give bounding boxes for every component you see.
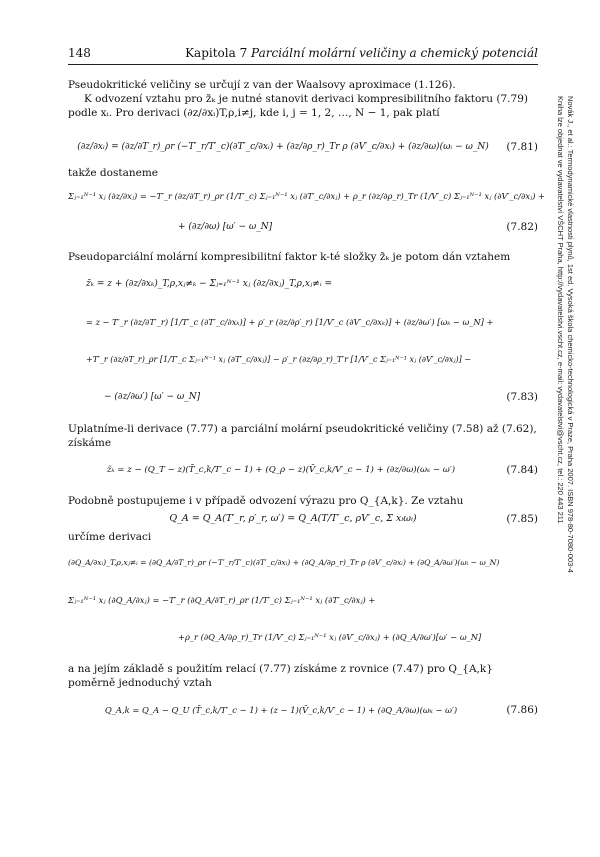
- paragraph-3: takže dostaneme: [68, 167, 158, 179]
- paragraph-1: Pseudokritické veličiny se určují z van der Waalsovy aproximace (1.126).: [68, 79, 456, 91]
- page-number: 148: [68, 46, 91, 60]
- equation-line-2: Σⱼ₌₁ᴺ⁻¹ xⱼ (∂Q_A/∂xⱼ) = −T′_r (∂Q_A/∂T_r)_ρr (1/T′_c) Σⱼ₌₁ᴺ⁻¹ xⱼ (∂T′_c/∂xⱼ) +: [68, 595, 376, 605]
- equation-7-84: [68, 450, 538, 490]
- equation-line-1: (∂Q_A/∂xᵢ)_T,ρ,xⱼ≠ᵢ = (∂Q_A/∂T_r)_ρr (−T′_r/T′_c)(∂T′_c/∂xᵢ) + (∂Q_A/∂ρ_r)_Tr ρ (∂V′_c/∂xᵢ) + (∂Q_A/∂ω′)(ωᵢ − ω_N): [68, 558, 500, 567]
- equation-final: [68, 690, 538, 730]
- side-note-line-1: Novák J., et al.: Termodynamické vlastnosti plynů, 1st ed. Vysoká škola chemicko-technologická v Praze, Praha 2007. ISBN 978-80-7080-003-4: [566, 96, 575, 573]
- chapter-name: Parciální molární veličiny a chemický potenciál: [251, 46, 538, 60]
- equation-7-81: [68, 130, 538, 164]
- equation-line-4: − (∂z/∂ω′) [ω′ − ω_N]: [104, 392, 201, 402]
- equation-body-line1: Σⱼ₌₁ᴺ⁻¹ xⱼ (∂z/∂xⱼ) = −T′_r (∂z/∂T_r)_ρr (1/T′_c) Σⱼ₌₁ᴺ⁻¹ xⱼ (∂T′_c/∂xⱼ) + ρ_r (∂z/∂ρ_r)_Tr (1/V′_c) Σⱼ₌₁ᴺ⁻¹ xⱼ (∂V′_c/∂xⱼ) +: [68, 191, 546, 201]
- chapter-title: [185, 46, 538, 60]
- paragraph-4: Pseudoparciální molární kompresibilitní faktor k-té složky z̃ₖ je potom dán vztahem: [68, 251, 511, 263]
- equation-line-3: +T′_r (∂z/∂T_r)_ρr [1/T′_c Σⱼ₌₁ᴺ⁻¹ xⱼ (∂T′_c/∂xⱼ)] − ρ′_r (∂z/∂ρ_r)_T′r [1/V′_c Σⱼ₌₁ᴺ⁻¹ xⱼ (∂V′_c/∂xⱼ)] −: [86, 355, 471, 364]
- equation-7-82: [68, 180, 546, 244]
- side-note-line-2: Kniha lze objednat ve vydavatelství VŠCHT Praha, http://vydavatelstvi.vscht.cz, e-mail: vydavatelstvi@vscht.cz, tel.: 220 443 211: [556, 96, 565, 524]
- equation-7-86-block: [68, 544, 538, 656]
- equation-number: (7.84): [506, 464, 538, 476]
- equation-number: (7.82): [506, 221, 538, 233]
- equation-line-3: +ρ_r (∂Q_A/∂ρ_r)_Tr (1/V′_c) Σⱼ₌₁ᴺ⁻¹ xⱼ (∂V′_c/∂xⱼ) + (∂Q_A/∂ω′)[ω′ − ω_N]: [178, 632, 482, 642]
- equation-body: Q_A = Q_A(T′_r, ρ′_r, ω′) = Q_A(T/T′_c, ρV′_c, Σ xᵢωᵢ): [169, 513, 417, 524]
- paragraph-5: Uplatníme-li derivace (7.77) a parciální molární pseudokritické veličiny (7.58) až (7.62), získáme: [68, 423, 537, 449]
- equation-line-2: = z − T′_r (∂z/∂T′_r) [1/T′_c (∂T′_c/∂xₖ)] + ρ′_r (∂z/∂ρ′_r) [1/V′_c (∂V′_c/∂xₖ)] + (∂z/∂ω′) [ωₖ − ω_N] +: [86, 317, 494, 327]
- equation-number: (7.81): [506, 141, 538, 153]
- equation-number: (7.85): [506, 513, 538, 525]
- equation-number: (7.86): [506, 704, 538, 716]
- running-header: [68, 46, 538, 65]
- equation-line-1: z̃ₖ = z + (∂z/∂xₖ)_T,ρ,xⱼ≠ₖ − Σⱼ₌₁ᴺ⁻¹ xⱼ (∂z/∂xⱼ)_T,ρ,xⱼ≠ᵢ =: [86, 279, 333, 289]
- equation-body: z̃ₖ = z − (Q_T − z)(T̄_c,k/T′_c − 1) + (Q_ρ − z)(V̄_c,k/V′_c − 1) + (∂z/∂ω)(ωₖ − ω′): [106, 465, 456, 475]
- chapter-prefix: Kapitola 7: [185, 46, 248, 60]
- equation-number: (7.83): [506, 391, 538, 403]
- equation-body: Q_A,k = Q_A − Q_U (T̄_c,k/T′_c − 1) + (z − 1)(V̄_c,k/V′_c − 1) + (∂Q_A/∂ω)(ωₖ − ω′): [104, 705, 458, 715]
- equation-7-83: [68, 264, 538, 414]
- paragraph-6: Podobně postupujeme i v případě odvození výrazu pro Q_{A,k}. Ze vztahu: [68, 495, 464, 507]
- equation-body: (∂z/∂xᵢ) = (∂z/∂T_r)_ρr (−T′_r/T′_c)(∂T′_c/∂xᵢ) + (∂z/∂ρ_r)_Tr ρ (∂V′_c/∂xᵢ) + (∂z/∂ω)(ωᵢ − ω_N): [77, 142, 489, 152]
- page-body: [68, 78, 546, 730]
- paragraph-2: K odvození vztahu pro z̃ₖ je nutné stanovit derivaci kompresibilitního faktoru (7.79) podle xᵢ. Pro derivaci (∂z/∂xᵢ)T,ρ,i≠j, kde i, j = 1, 2, …, N − 1, pak platí: [68, 93, 528, 119]
- paragraph-7: určíme derivaci: [68, 531, 152, 543]
- paragraph-8: a na jejím základě s použitím relací (7.77) získáme z rovnice (7.47) pro Q_{A,k} poměrně jednoduchý vztah: [68, 663, 493, 689]
- side-copyright-note: [553, 96, 583, 756]
- equation-7-85: [68, 508, 538, 530]
- equation-body-line2: + (∂z/∂ω) [ω′ − ω_N]: [178, 222, 273, 232]
